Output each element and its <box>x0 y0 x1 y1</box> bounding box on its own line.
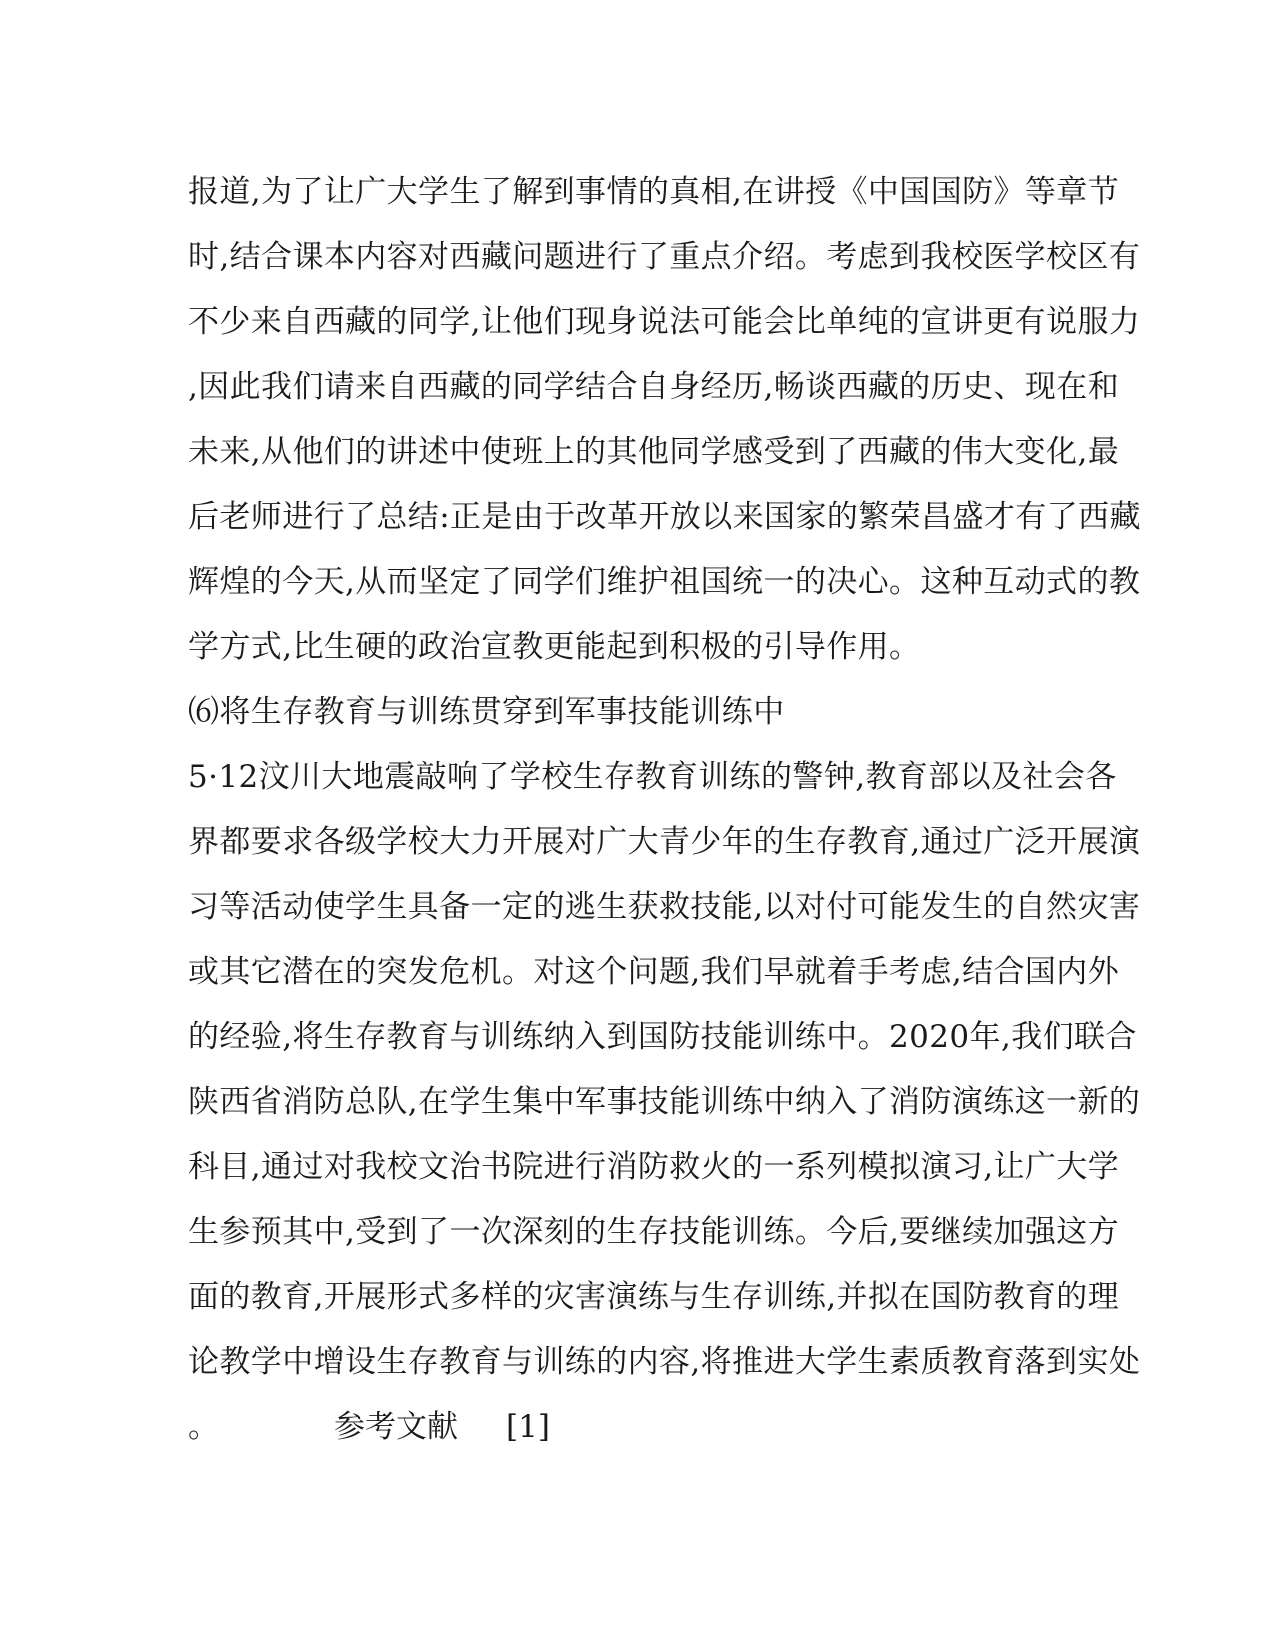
text-line: 面的教育,开展形式多样的灾害演练与生存训练,并拟在国防教育的理 <box>188 1279 1120 1315</box>
text-line: 辉煌的今天,从而坚定了同学们维护祖国统一的决心。这种互动式的教 <box>188 564 1141 600</box>
references-heading: 参考文献 <box>334 1409 458 1445</box>
text-line: 或其它潜在的突发危机。对这个问题,我们早就着手考虑,结合国内外 <box>188 954 1120 990</box>
text-line: 界都要求各级学校大力开展对广大青少年的生存教育,通过广泛开展演 <box>188 824 1141 860</box>
text-line: 生参预其中,受到了一次深刻的生存技能训练。今后,要继续加强这方 <box>188 1214 1120 1250</box>
text-line: 学方式,比生硬的政治宣教更能起到积极的引导作用。 <box>188 629 921 665</box>
text-line: 时,结合课本内容对西藏问题进行了重点介绍。考虑到我校医学校区有 <box>188 239 1141 275</box>
text-line: 论教学中增设生存教育与训练的内容,将推进大学生素质教育落到实处 <box>188 1344 1141 1380</box>
text-line: 后老师进行了总结:正是由于改革开放以来国家的繁荣昌盛才有了西藏 <box>188 499 1141 535</box>
section-heading: ⑹将生存教育与训练贯穿到军事技能训练中 <box>188 694 785 730</box>
text-line: 报道,为了让广大学生了解到事情的真相,在讲授《中国国防》等章节 <box>188 174 1120 210</box>
text-line: 科目,通过对我校文治书院进行消防救火的一系列模拟演习,让广大学 <box>188 1149 1120 1185</box>
reference-number: [1] <box>506 1409 550 1445</box>
text-line: 未来,从他们的讲述中使班上的其他同学感受到了西藏的伟大变化,最 <box>188 434 1120 470</box>
sentence-end: 。 <box>188 1409 219 1445</box>
text-line: 5·12汶川大地震敲响了学校生存教育训练的警钟,教育部以及社会各 <box>188 759 1117 795</box>
references-line <box>188 1395 1080 1460</box>
text-line: ,因此我们请来自西藏的同学结合自身经历,畅谈西藏的历史、现在和 <box>188 369 1120 405</box>
text-line: 习等活动使学生具备一定的逃生获救技能,以对付可能发生的自然灾害 <box>188 889 1141 925</box>
body-text <box>188 160 1141 1460</box>
text-line: 的经验,将生存教育与训练纳入到国防技能训练中。2020年,我们联合 <box>188 1019 1137 1055</box>
text-line: 不少来自西藏的同学,让他们现身说法可能会比单纯的宣讲更有说服力 <box>188 304 1141 340</box>
text-line: 陕西省消防总队,在学生集中军事技能训练中纳入了消防演练这一新的 <box>188 1084 1141 1120</box>
